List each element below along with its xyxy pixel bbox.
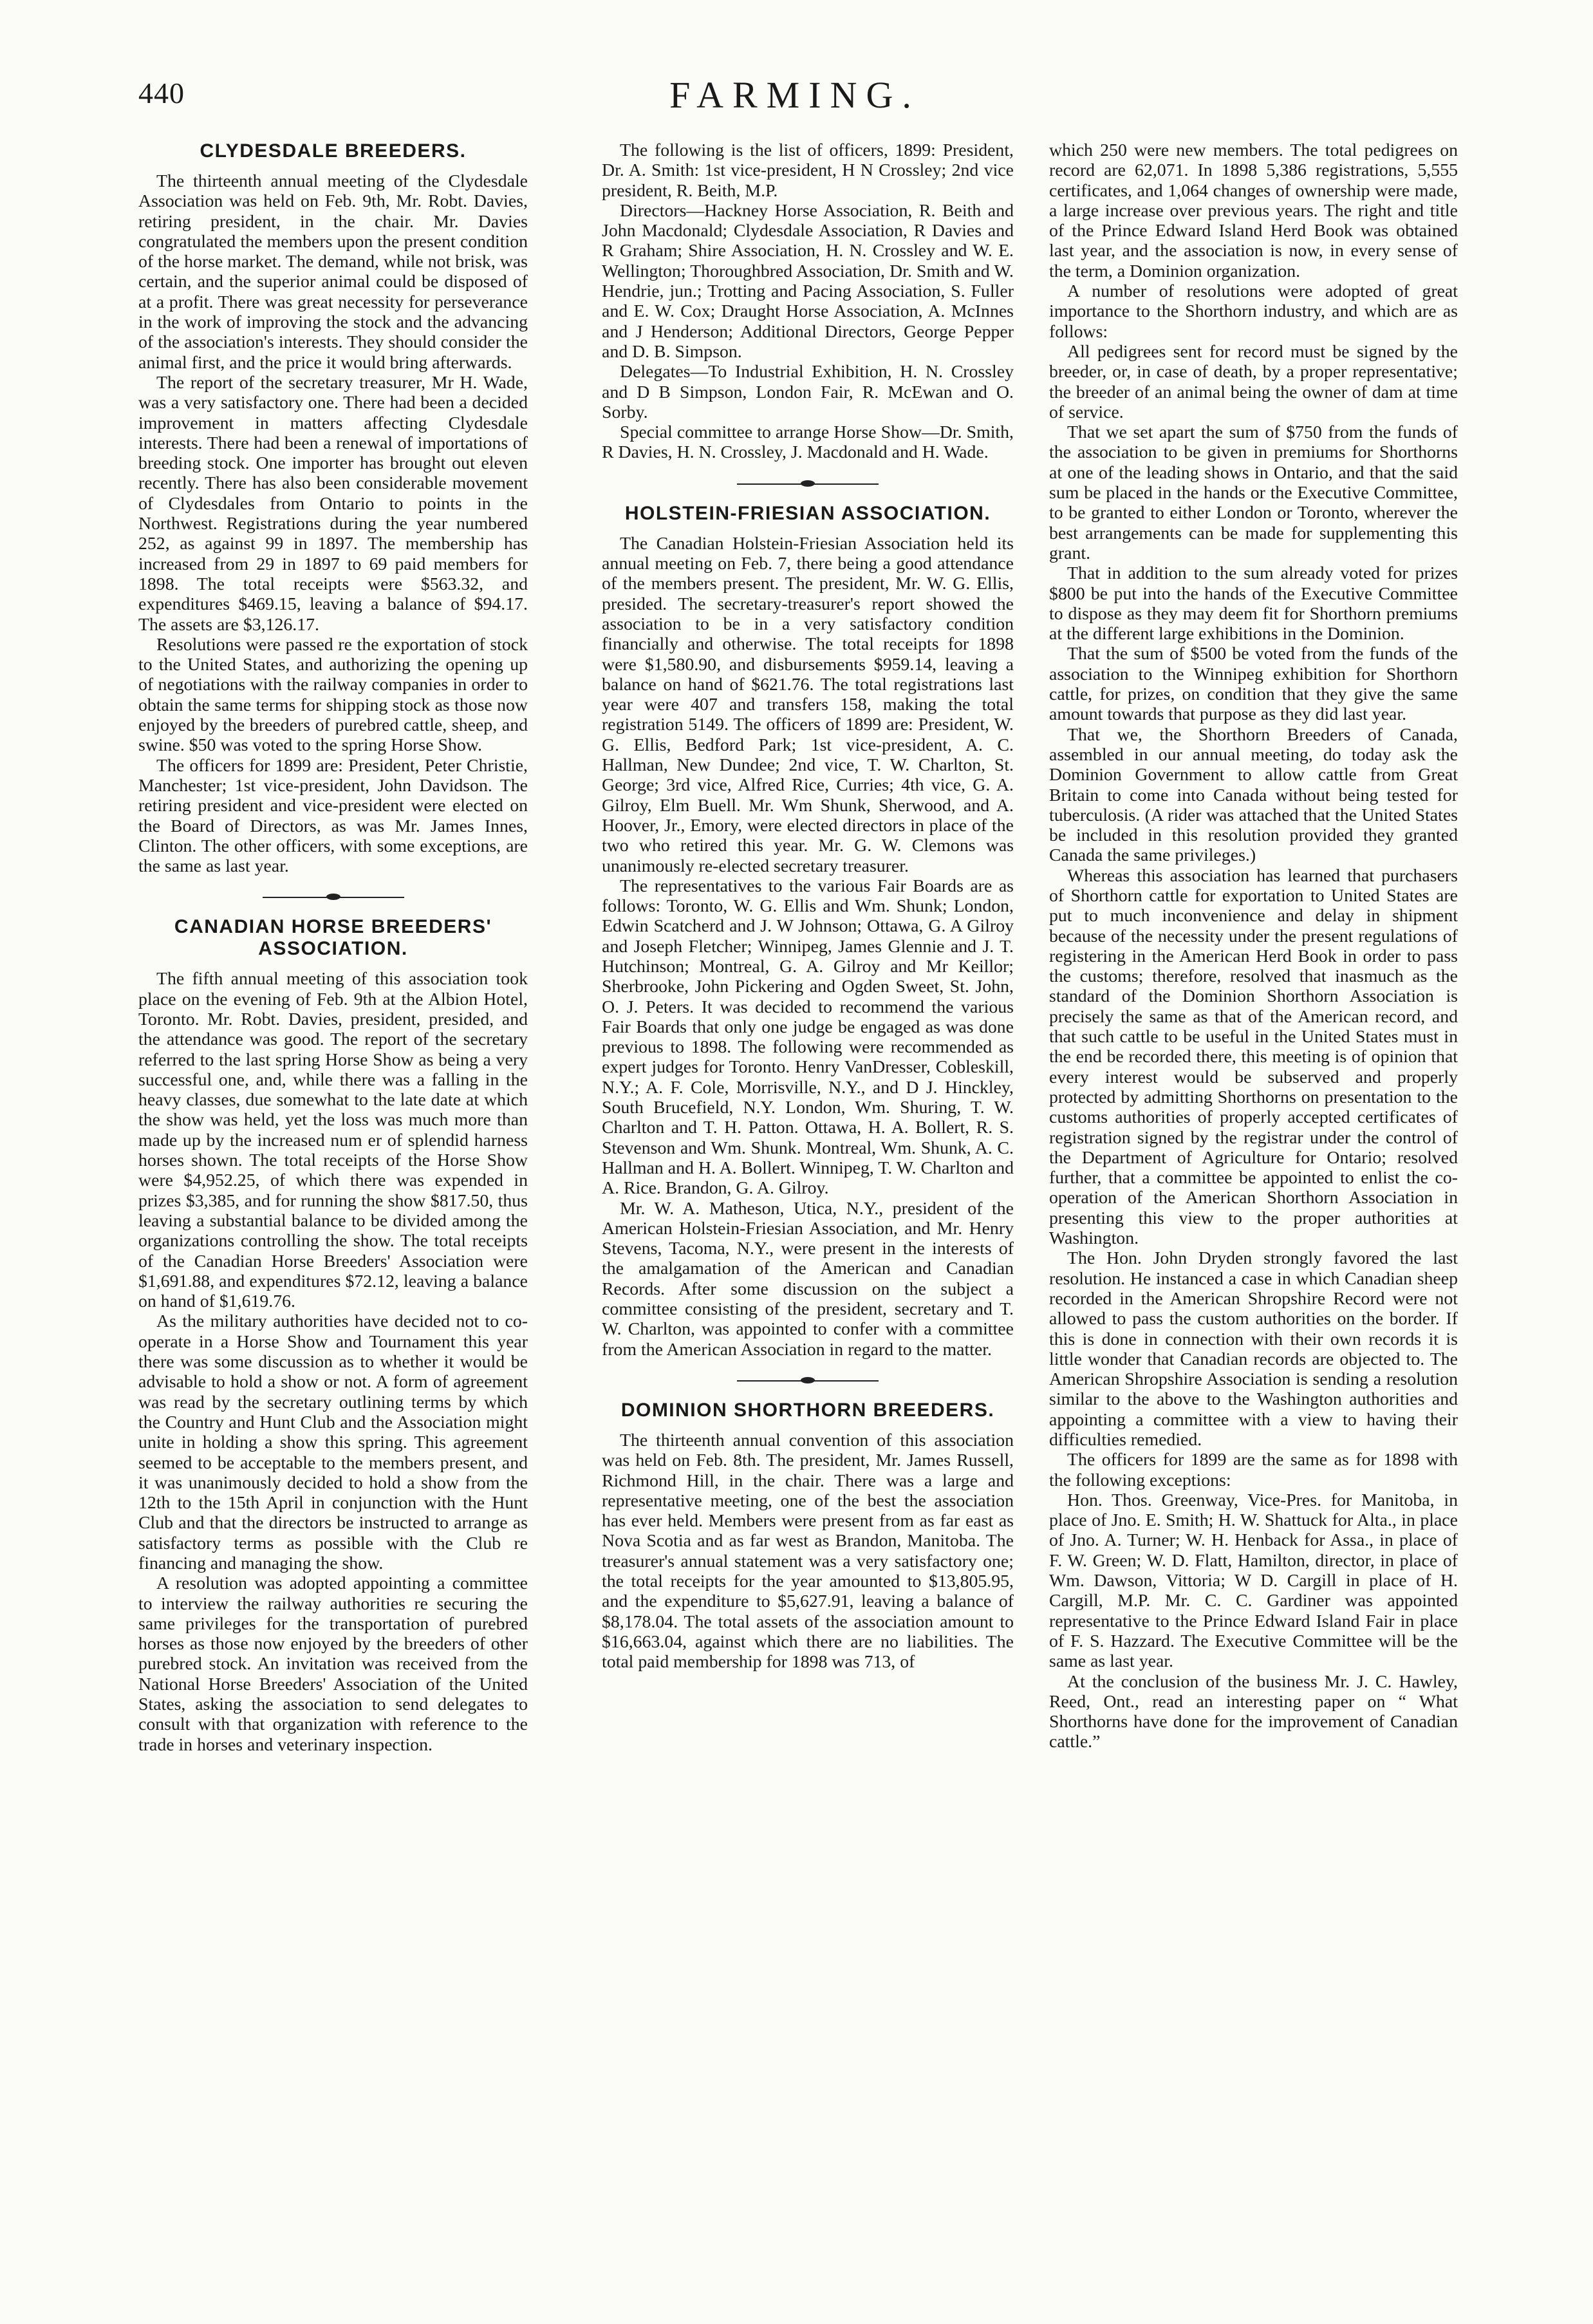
page-number: 440 [138, 77, 185, 109]
paragraph: That in addition to the sum already voted for prizes $800 be put into the hands of the Executive Committee to dispose as they may deem fit for Shorthorn premiums at the different large exhibitions in the Dominion. [1049, 563, 1458, 644]
running-head: FARMING. [669, 74, 920, 116]
article-title-holstein: HOLSTEIN-FRIESIAN ASSOCIATION. [624, 502, 991, 524]
paragraph: That the sum of $500 be voted from the funds of the association to the Winnipeg exhibition for Shorthorn cattle, for prizes, on condition that they give the same amount towards that purpose as they did last year. [1049, 644, 1458, 725]
paragraph: A resolution was adopted appointing a committee to interview the railway authorities re securing the same privileges for the transportation of purebred horses as those now enjoyed by the breeders of other purebred stock. An invitation was received from the National Horse Breeders' Association of the United States, asking the association to send delegates to consult with that organization with reference to the trade in horses and veterinary inspection. [138, 1573, 528, 1755]
paragraph: As the military authorities have decided not to co-operate in a Horse Show and Tournament this year there was some discussion as to whether it would be advisable to hold a show or not. A form of agreement was read by the secretary outlining terms by which the Country and Hunt Club and the Association might unite in holding a show this spring. This agreement seemed to be acceptable to the members present, and it was unanimously decided to hold a show from the 12th to the 15th April in conjunction with the Hunt Club and that the directors be instructed to arrange as satisfactory terms as possible with the Club re financing and managing the show. [138, 1311, 528, 1573]
section-divider [737, 476, 879, 492]
paragraph: The representatives to the various Fair Boards are as follows: Toronto, W. G. Ellis and Wm. Shunk; London, Edwin Scatcherd and J. W Johnson; Ottawa, G. A Gilroy and Joseph Fletcher; Winnipeg, James Glennie and J. T. Hutchinson; Montreal, G. A. Gilroy and Mr Keillor; Sherbrooke, John Pickering and Ogden Sweet, St. John, O. J. Peters. It was decided to recommend the various Fair Boards that only one judge be engaged as was done previous to 1898. The following were recommended as expert judges for Toronto. Henry VanDresser, Cobleskill, N.Y.; A. F. Cole, Morrisville, N.Y., and D J. Hinckley, South Brucefield, N.Y. London, Wm. Shuring, T. W. Charlton and T. H. Patton. Ottawa, H. A. Bollert, R. S. Stevenson and Wm. Shunk. Montreal, Wm. Shunk, A. C. Hallman and H. A. Bollert. Winnipeg, T. W. Charlton and A. Rice. Brandon, G. A. Gilroy. [602, 876, 1014, 1199]
paragraph: The following is the list of officers, 1899: President, Dr. A. Smith: 1st vice-president, H N Crossley; 2nd vice president, R. Beith, M.P. [602, 140, 1014, 201]
paragraph: The report of the secretary treasurer, Mr H. Wade, was a very satisfactory one. There had been a decided improvement in matters affecting Clydesdale interests. There had been a renewal of importations of breeding stock. One importer has brought out eleven recently. There has also been considerable movement of Clydesdales from Ontario to points in the Northwest. Registrations during the year numbered 252, as against 99 in 1897. The membership has increased from 29 in 1897 to 69 paid members for 1898. The total receipts were $563.32, and expenditures $469.15, leaving a balance of $94.17. The assets are $3,126.17. [138, 372, 528, 635]
paragraph: which 250 were new members. The total pedigrees on record are 62,071. In 1898 5,386 registrations, 5,555 certificates, and 1,064 changes of ownership were made, a large increase over previous years. The right and title of the Prince Edward Island Herd Book was obtained last year, and the association is now, in every sense of the term, a Dominion organization. [1049, 140, 1458, 281]
paragraph: The fifth annual meeting of this association took place on the evening of Feb. 9th at the Albion Hotel, Toronto. Mr. Robt. Davies, president, presided, and the attendance was good. The report of the secretary referred to the last spring Horse Show as being a very successful one, and, while there was a falling in the heavy classes, due somewhat to the late date at which the show was held, yet the loss was much more than made up by the increased num er of splendid harness horses shown. The total receipts of the Horse Show were $4,952.25, of which there was expended in prizes $3,385, and for running the show $817.50, thus leaving a substantial balance to be divided among the organizations controlling the show. The total receipts of the Canadian Horse Breeders' Association were $1,691.88, and expenditures $72.12, leaving a balance on hand of $1,619.76. [138, 969, 528, 1312]
paragraph: The thirteenth annual convention of this association was held on Feb. 8th. The president, Mr. James Russell, Richmond Hill, in the chair. There was a large and representative meeting, one of the best the association has ever held. Members were present from as far east as Nova Scotia and as far west as Brandon, Manitoba. The treasurer's annual statement was a very satisfactory one; the total receipts for the year amounted to $13,805.95, and the expenditure to $5,627.91, leaving a balance of $8,178.04. The total assets of the association amount to $16,663.04, against which there are no liabilities. The total paid membership for 1898 was 713, of [602, 1430, 1014, 1673]
section-divider [263, 889, 404, 906]
paragraph: The Hon. John Dryden strongly favored the last resolution. He instanced a case in which Canadian sheep recorded in the American Shropshire Record were not allowed to pass the custom authorities on the border. If this is done in connection with their own records it is little wonder that Canadian records are objected to. The American Shropshire Association is sending a resolution similar to the above to the Washington authorities and appointing a committee with a view to having their difficulties remedied. [1049, 1248, 1458, 1450]
paragraph: Delegates—To Industrial Exhibition, H. N. Crossley and D B Simpson, London Fair, R. McEwan and O. Sorby. [602, 362, 1014, 422]
paragraph: A number of resolutions were adopted of great importance to the Shorthorn industry, and which are as follows: [1049, 281, 1458, 342]
paragraph: Special committee to arrange Horse Show—Dr. Smith, R Davies, H. N. Crossley, J. Macdonald and H. Wade. [602, 422, 1014, 463]
paragraph: The officers for 1899 are the same as for 1898 with the following exceptions: [1049, 1450, 1458, 1490]
article-title-canadian-horse: CANADIAN HORSE BREEDERS' ASSOCIATION. [174, 916, 492, 960]
paragraph: Hon. Thos. Greenway, Vice-Pres. for Manitoba, in place of Jno. E. Smith; H. W. Shattuck for Alta., in place of Jno. A. Turner; W. H. Henback for Assa., in place of F. W. Green; W. D. Flatt, Hamilton, director, in place of Wm. Dawson, Vittoria; W D. Cargill in place of H. Cargill, M.P. Mr. C. C. Gardiner was appointed representative to the Prince Edward Island Fair in place of F. S. Hazzard. The Executive Committee will be the same as last year. [1049, 1490, 1458, 1672]
paragraph: The thirteenth annual meeting of the Clydesdale Association was held on Feb. 9th, Mr. Robt. Davies, retiring president, in the chair. Mr. Davies congratulated the members upon the present condition of the horse market. The demand, while not brisk, was certain, and the superior animal could be disposed of at a profit. There was great necessity for perseverance in the work of improving the stock and the advancing of the association's interests. They should consider the animal first, and the price it would bring afterwards. [138, 171, 528, 373]
paragraph: The officers for 1899 are: President, Peter Christie, Manchester; 1st vice-president, John Davidson. The retiring president and vice-president were elected on the Board of Directors, as was Mr. James Innes, Clinton. The other officers, with some exceptions, are the same as last year. [138, 755, 528, 877]
paragraph: Directors—Hackney Horse Association, R. Beith and John Macdonald; Clydesdale Association, R Davies and R Graham; Shire Association, H. N. Crossley and W. E. Wellington; Thoroughbred Association, Dr. Smith and W. Hendrie, jun.; Trotting and Pacing Association, S. Fuller and E. W. Cox; Draught Horse Association, A. McInnes and J Henderson; Additional Directors, George Pepper and D. B. Simpson. [602, 200, 1014, 362]
paragraph: That we set apart the sum of $750 from the funds of the association to be given in premiums for Shorthorns at one of the leading shows in Ontario, and that the said sum be placed in the hands or the Executive Committee, to be granted to either London or Toronto, wherever the best arrangements can be made for supplementing this grant. [1049, 422, 1458, 563]
paragraph: That we, the Shorthorn Breeders of Canada, assembled in our annual meeting, do today ask the Dominion Government to allow cattle from Great Britain to come into Canada without being tested for tuberculosis. (A rider was attached that the United States be included in this resolution provided they granted Canada the same privileges.) [1049, 724, 1458, 866]
article-title-shorthorn: DOMINION SHORTHORN BREEDERS. [620, 1399, 995, 1421]
column-1 [138, 140, 528, 1755]
page-header [138, 64, 1451, 122]
paragraph: Whereas this association has learned that purchasers of Shorthorn cattle for exportation to United States are put to much inconvenience and delay in shipment because of the necessity under the present regulations of registering in the American Herd Book in order to pass the customs; therefore, resolved that inasmuch as the standard of the Dominion Shorthorn Association is precisely the same as that of the American record, and that such cattle to be useful in the United States must in the end be recorded there, this meeting is of opinion that every interest would be subserved and properly protected by admitting Shorthorns on presentation to the customs authorities of properly accepted certificates of registration signed by the registrar under the control of the Department of Agriculture for Ontario; resolved further, that a committee be appointed to enlist the co-operation of the American Shorthorn Association in presenting this view to the proper authorities at Washington. [1049, 865, 1458, 1249]
article-title-clydesdale: CLYDESDALE BREEDERS. [200, 140, 467, 162]
paragraph: Resolutions were passed re the exportation of stock to the United States, and authorizing the opening up of negotiations with the railway companies in order to obtain the same terms for shipping stock as those now enjoyed by the breeders of purebred cattle, sheep, and swine. $50 was voted to the spring Horse Show. [138, 634, 528, 756]
section-divider [737, 1373, 879, 1389]
paragraph: At the conclusion of the business Mr. J. C. Hawley, Reed, Ont., read an interesting paper on “ What Shorthorns have done for the improvement of Canadian cattle.” [1049, 1671, 1458, 1752]
column-2 [602, 140, 1014, 1672]
column-3 [1049, 140, 1458, 1752]
paragraph: All pedigrees sent for record must be signed by the breeder, or, in case of death, by a proper representative; the breeder of an animal being the owner of dam at time of service. [1049, 341, 1458, 422]
paragraph: Mr. W. A. Matheson, Utica, N.Y., president of the American Holstein-Friesian Association, and Mr. Henry Stevens, Tacoma, N.Y., were present in the interests of the amalgamation of the American and Canadian Records. After some discussion on the subject a committee consisting of the president, secretary and T. W. Charlton, was appointed to confer with a committee from the American Association in regard to the matter. [602, 1198, 1014, 1360]
paragraph: The Canadian Holstein-Friesian Association held its annual meeting on Feb. 7, there being a good attendance of the members present. The president, Mr. W. G. Ellis, presided. The secretary-treasurer's report showed the association to be in a very satisfactory condition financially and otherwise. The total receipts for 1898 were $1,580.90, and disbursements $959.14, leaving a balance on hand of $621.76. The total registrations last year were 407 and transfers 158, making the total registration 5149. The officers of 1899 are: President, W. G. Ellis, Bedford Park; 1st vice-president, A. C. Hallman, New Dundee; 2nd vice, T. W. Charlton, St. George; 3rd vice, Alfred Rice, Curries; 4th vice, G. A. Gilroy, Elm Buell. Mr. Wm Shunk, Sherwood, and A. Hoover, Jr., Emory, were elected directors in place of the two who retired this year. Mr. G. W. Clemons was unanimously re-elected secretary treasurer. [602, 533, 1014, 876]
